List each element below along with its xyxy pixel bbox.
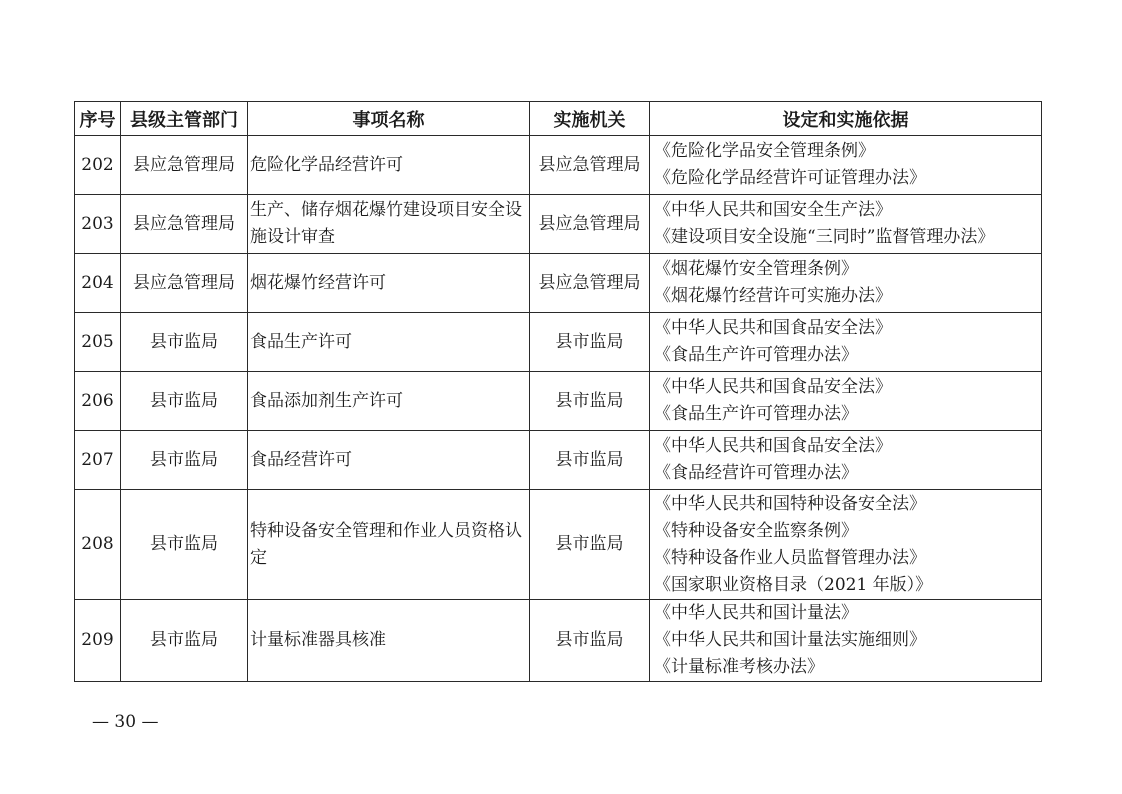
row-department: 县市监局 [121,431,248,490]
basis-line: 《计量标准考核办法》 [654,657,824,677]
row-item-name: 危险化学品经营许可 [248,136,530,195]
header-department: 县级主管部门 [121,102,248,136]
basis-line: 《中华人民共和国特种设备安全法》 [654,493,926,514]
row-serial: 204 [75,254,121,313]
row-serial: 202 [75,136,121,195]
table-row [75,254,1042,313]
row-serial: 209 [75,600,121,682]
row-item-name: 计量标准器具核准 [248,600,530,682]
header-serial: 序号 [75,102,121,136]
row-department: 县应急管理局 [121,254,248,313]
row-serial: 206 [75,372,121,431]
row-basis [650,313,1042,372]
row-item-name: 烟花爆竹经营许可 [248,254,530,313]
row-department: 县市监局 [121,600,248,682]
table-header-row [75,102,1042,136]
basis-line: 《中华人民共和国安全生产法》 [654,200,892,220]
row-basis [650,431,1042,490]
basis-line: 《中华人民共和国食品安全法》 [654,436,892,456]
row-agency: 县应急管理局 [530,195,650,254]
row-serial: 205 [75,313,121,372]
basis-line: 《特种设备安全监察条例》 [654,520,858,541]
approval-items-table [74,101,1042,682]
row-basis [650,254,1042,313]
basis-line: 《中华人民共和国计量法》 [654,603,858,623]
row-item-name: 食品经营许可 [248,431,530,490]
row-item-name: 食品生产许可 [248,313,530,372]
table-row [75,313,1042,372]
row-department: 县市监局 [121,372,248,431]
basis-line: 《食品生产许可管理办法》 [654,345,858,365]
row-department: 县应急管理局 [121,195,248,254]
basis-line: 《特种设备作业人员监督管理办法》 [654,547,926,568]
row-item-name: 食品添加剂生产许可 [248,372,530,431]
header-basis: 设定和实施依据 [650,102,1042,136]
table-row [75,136,1042,195]
row-basis [650,600,1042,682]
basis-line: 《烟花爆竹经营许可实施办法》 [654,286,892,306]
row-agency: 县市监局 [530,490,650,600]
basis-line: 《食品生产许可管理办法》 [654,404,858,424]
row-agency: 县市监局 [530,372,650,431]
row-agency: 县市监局 [530,431,650,490]
basis-line: 《中华人民共和国食品安全法》 [654,377,892,397]
row-serial: 207 [75,431,121,490]
basis-line: 《烟花爆竹安全管理条例》 [654,259,858,279]
basis-line: 《危险化学品安全管理条例》 [654,141,875,161]
basis-line: 《中华人民共和国食品安全法》 [654,318,892,338]
row-basis [650,372,1042,431]
row-basis [650,195,1042,254]
row-department: 县市监局 [121,490,248,600]
row-item-name: 特种设备安全管理和作业人员资格认定 [248,490,530,600]
document-table-container [74,101,1042,682]
basis-line: 《危险化学品经营许可证管理办法》 [654,168,926,188]
table-row [75,431,1042,490]
row-agency: 县市监局 [530,600,650,682]
row-department: 县市监局 [121,313,248,372]
row-agency: 县应急管理局 [530,136,650,195]
row-agency: 县应急管理局 [530,254,650,313]
row-serial: 203 [75,195,121,254]
page-number: — 30 — [92,712,159,732]
row-serial: 208 [75,490,121,600]
row-basis [650,490,1042,600]
row-department: 县应急管理局 [121,136,248,195]
row-agency: 县市监局 [530,313,650,372]
basis-line: 《中华人民共和国计量法实施细则》 [654,630,926,650]
basis-line: 《国家职业资格目录（2021 年版）》 [654,574,933,595]
header-agency: 实施机关 [530,102,650,136]
table-row [75,372,1042,431]
basis-line: 《食品经营许可管理办法》 [654,463,858,483]
basis-line: 《建设项目安全设施“三同时”监督管理办法》 [654,227,995,247]
header-item-name: 事项名称 [248,102,530,136]
table-row [75,600,1042,682]
row-basis [650,136,1042,195]
table-row [75,490,1042,600]
row-item-name: 生产、储存烟花爆竹建设项目安全设施设计审查 [248,195,530,254]
table-row [75,195,1042,254]
